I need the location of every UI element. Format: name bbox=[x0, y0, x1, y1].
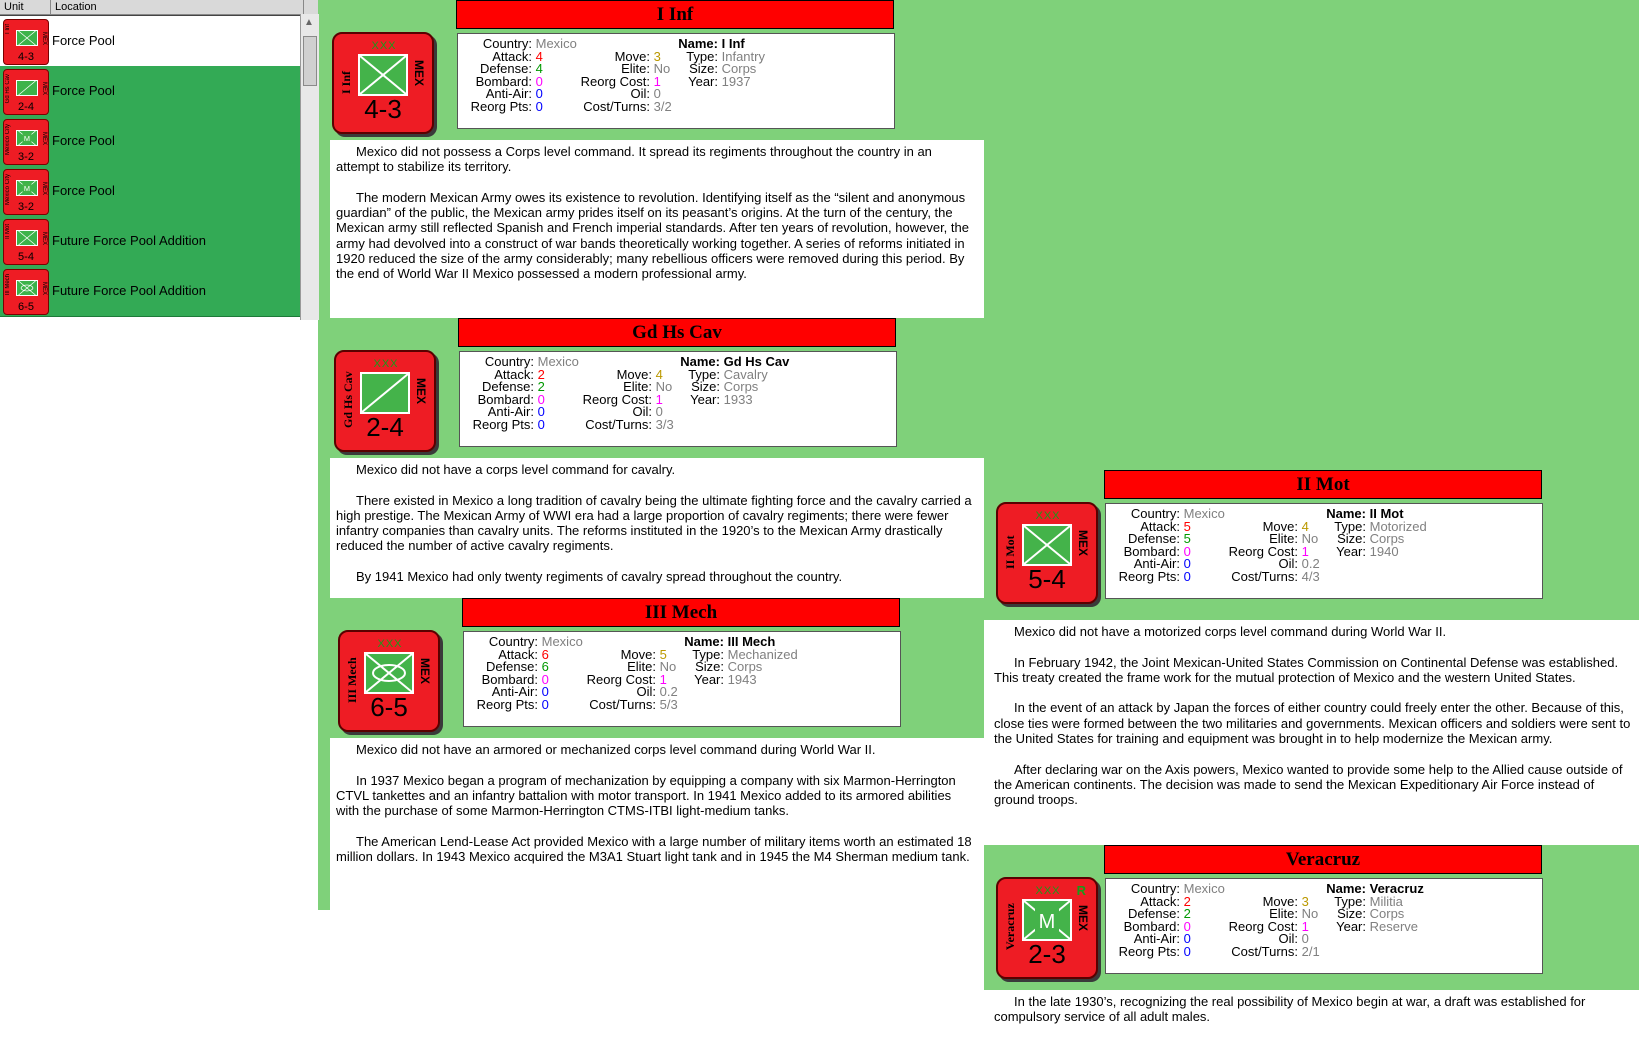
stat-value-elite: No bbox=[1301, 906, 1319, 921]
stat-label: Anti-Air: bbox=[491, 684, 538, 699]
stat-label: Year: bbox=[688, 73, 718, 89]
unit-counter bbox=[338, 630, 440, 732]
unit-description bbox=[988, 620, 1639, 845]
unit-counter bbox=[334, 350, 436, 452]
stat-label: Reorg Cost: bbox=[580, 73, 650, 89]
stat-label: Elite: bbox=[1269, 906, 1298, 921]
stat-label: Elite: bbox=[1269, 531, 1298, 546]
unit-counter-thumbnail bbox=[3, 169, 49, 215]
unit-symbol-icon bbox=[360, 372, 410, 414]
unit-symbol-icon bbox=[364, 652, 414, 694]
list-scrollbar[interactable] bbox=[300, 14, 319, 320]
unit-symbol-icon bbox=[16, 180, 38, 196]
stat-label: Move: bbox=[614, 48, 650, 64]
unit-counter-thumbnail bbox=[3, 119, 49, 165]
stat-label: Type: bbox=[1334, 893, 1366, 909]
unit-title: I Inf bbox=[456, 0, 894, 29]
stat-label: Type: bbox=[688, 366, 720, 382]
thumbnail-nation-label: MEX bbox=[41, 82, 47, 96]
scroll-up-arrow-icon[interactable]: ▲ bbox=[304, 17, 314, 28]
stats-box bbox=[1105, 503, 1543, 599]
unit-title: Veracruz bbox=[1104, 845, 1542, 874]
stat-label: Defense: bbox=[485, 659, 538, 674]
stat-value-name: II Mot bbox=[1369, 506, 1404, 521]
unit-card-veracruz bbox=[984, 845, 1639, 990]
unit-list-row[interactable] bbox=[0, 166, 300, 217]
stat-value-country: Mexico bbox=[535, 36, 577, 51]
stat-label: Reorg Pts: bbox=[1118, 943, 1180, 959]
unit-symbol-icon bbox=[16, 80, 38, 96]
stat-value-reorg-cost: 1 bbox=[1301, 918, 1309, 934]
unit-title: Gd Hs Cav bbox=[458, 318, 896, 347]
stat-value-move: 3 bbox=[1301, 893, 1309, 909]
thumbnail-unit-name: I Inf bbox=[5, 24, 11, 35]
stat-label: Attack: bbox=[494, 366, 534, 382]
stat-label: Size: bbox=[695, 659, 724, 674]
stat-value-defense: 6 bbox=[541, 659, 549, 674]
stat-label: Attack: bbox=[492, 48, 532, 64]
stat-value-bombard: 0 bbox=[1183, 543, 1191, 559]
corps-size-marker: XXX bbox=[1035, 510, 1061, 522]
stat-label: Defense: bbox=[479, 61, 532, 76]
thumbnail-unit-value: 3-2 bbox=[18, 201, 34, 213]
unit-description bbox=[330, 140, 980, 292]
unit-location: Force Pool bbox=[52, 83, 115, 98]
stat-value-attack: 5 bbox=[1183, 518, 1191, 534]
stat-label: Elite: bbox=[627, 659, 656, 674]
stat-label: Oil: bbox=[630, 86, 650, 101]
unit-description bbox=[330, 458, 980, 598]
stat-value-oil: 0.2 bbox=[1301, 556, 1320, 571]
stat-value-bombard: 0 bbox=[537, 391, 545, 407]
stat-label: Elite: bbox=[621, 61, 650, 76]
unit-symbol-icon bbox=[1022, 524, 1072, 566]
corps-size-marker: XXX bbox=[371, 40, 397, 52]
stat-value-type: Militia bbox=[1369, 893, 1403, 909]
unit-location: Force Pool bbox=[52, 33, 115, 48]
stat-value-year: 1933 bbox=[723, 391, 753, 407]
stat-label: Country: bbox=[1130, 506, 1180, 521]
unit-description bbox=[330, 738, 980, 910]
unit-symbol-icon bbox=[1022, 899, 1072, 941]
corps-size-marker: XXX bbox=[1035, 885, 1061, 897]
stat-label: Reorg Pts: bbox=[476, 696, 538, 712]
stat-value-anti-air: 0 bbox=[1183, 931, 1191, 946]
column-header-unit[interactable]: Unit bbox=[0, 0, 51, 14]
counter-value: 4-3 bbox=[364, 94, 402, 124]
unit-list-row[interactable] bbox=[0, 216, 300, 267]
description-paragraph: By 1941 Mexico had only twenty regiments of cavalry spread throughout the country. bbox=[356, 569, 843, 585]
unit-symbol-icon bbox=[358, 54, 408, 96]
stat-label: Anti-Air: bbox=[1133, 931, 1180, 946]
description-paragraph: There existed in Mexico a long tradition of cavalry being the ultimate fighting force and the cavalry carried a high prestige. The Mexican Army of WWI era had a large proportion of cavalry regiments; there were fewer infantry companies than cavalry units. The reforms instituted in the 1920’s to the Mexican Army drastically reduced the number of active cavalry regiments. bbox=[336, 492, 972, 554]
unit-counter-thumbnail bbox=[3, 269, 49, 315]
stat-label: Country: bbox=[488, 634, 538, 649]
unit-card-ii-mot bbox=[984, 470, 1639, 620]
description-paragraph: Mexico did not have an armored or mechanized corps level command during World War II. bbox=[356, 742, 876, 757]
unit-counter bbox=[996, 502, 1098, 604]
stat-label: Cost/Turns: bbox=[583, 98, 650, 114]
scroll-thumb[interactable] bbox=[303, 36, 317, 86]
counter-unit-name: Gd Hs Cav bbox=[341, 371, 355, 429]
stat-label: Reorg Pts: bbox=[1118, 568, 1180, 584]
stat-value-attack: 4 bbox=[535, 48, 543, 64]
unit-symbol-icon bbox=[16, 230, 38, 246]
counter-value: 2-4 bbox=[366, 412, 404, 442]
stat-label: Name: bbox=[678, 36, 718, 51]
stat-value-cost-turns: 5/3 bbox=[659, 696, 678, 712]
stat-value-reorg-pts: 0 bbox=[537, 416, 545, 432]
thumbnail-nation-label: MEX bbox=[41, 282, 47, 296]
thumbnail-unit-value: 2-4 bbox=[18, 101, 34, 113]
stat-value-size: Corps bbox=[727, 659, 763, 674]
stat-value-elite: No bbox=[659, 659, 677, 674]
thumbnail-unit-name: II Mot bbox=[5, 224, 11, 240]
stat-value-reorg-pts: 0 bbox=[1183, 568, 1191, 584]
unit-list bbox=[0, 0, 318, 320]
stat-value-country: Mexico bbox=[1183, 506, 1225, 521]
stat-value-elite: No bbox=[655, 379, 673, 394]
unit-card-iii-mech bbox=[326, 598, 984, 738]
stat-label: Defense: bbox=[1127, 906, 1180, 921]
thumbnail-nation-label: MEX bbox=[41, 232, 47, 246]
svg-text:M: M bbox=[23, 133, 31, 143]
stat-value-name: Gd Hs Cav bbox=[723, 354, 790, 369]
stat-label: Attack: bbox=[1140, 893, 1180, 909]
stat-label: Reorg Cost: bbox=[1228, 543, 1298, 559]
stat-value-oil: 0 bbox=[1301, 931, 1309, 946]
counter-unit-name: II Mot bbox=[1003, 535, 1017, 569]
svg-text:M: M bbox=[23, 183, 31, 193]
stats-box bbox=[459, 351, 897, 447]
description-paragraph: In 1937 Mexico began a program of mechanization by equipping a company with six Marmon-Herrington CTVL tankettes and an infantry battalion with motor transport. In 1941 Mexico added to its armored abilities with the purchase of some Marmon-Herrington CTMS-ITBI light-medium tanks. bbox=[336, 772, 956, 819]
stat-value-reorg-cost: 1 bbox=[1301, 543, 1309, 559]
stat-value-size: Corps bbox=[723, 379, 759, 394]
stat-label: Name: bbox=[684, 634, 724, 649]
unit-counter-thumbnail bbox=[3, 19, 49, 65]
stat-label: Size: bbox=[1337, 906, 1366, 921]
counter-value: 5-4 bbox=[1028, 564, 1066, 594]
stat-value-elite: No bbox=[653, 61, 671, 76]
thumbnail-nation-label: MEX bbox=[41, 132, 47, 146]
counter-unit-name: I Inf bbox=[339, 70, 353, 94]
stat-value-move: 3 bbox=[653, 48, 661, 64]
counter-unit-name: III Mech bbox=[345, 657, 359, 703]
svg-text:M: M bbox=[1038, 911, 1056, 933]
stat-label: Name: bbox=[1326, 881, 1366, 896]
thumbnail-unit-value: 5-4 bbox=[18, 251, 34, 263]
stat-label: Attack: bbox=[1140, 518, 1180, 534]
stat-value-reorg-cost: 1 bbox=[653, 73, 661, 89]
stat-value-defense: 2 bbox=[537, 379, 545, 394]
description-paragraph: In the late 1930’s, recognizing the real possibility of Mexico begin at war, a draft was established for compulsory service of all adult males. bbox=[994, 994, 1586, 1025]
stat-value-country: Mexico bbox=[541, 634, 583, 649]
stat-value-type: Infantry bbox=[721, 48, 765, 64]
stat-value-size: Corps bbox=[721, 61, 757, 76]
unit-location: Future Force Pool Addition bbox=[52, 283, 206, 298]
stat-label: Reorg Cost: bbox=[586, 671, 656, 687]
stat-value-reorg-cost: 1 bbox=[655, 391, 663, 407]
stat-value-elite: No bbox=[1301, 531, 1319, 546]
stat-value-attack: 6 bbox=[541, 646, 549, 662]
unit-symbol-icon bbox=[16, 130, 38, 146]
stat-value-year: 1937 bbox=[721, 73, 751, 89]
thumbnail-unit-name: Mexico City bbox=[5, 174, 11, 206]
stat-label: Year: bbox=[1336, 918, 1366, 934]
stat-label: Oil: bbox=[1278, 556, 1298, 571]
stat-value-attack: 2 bbox=[1183, 893, 1191, 909]
stat-value-type: Mechanized bbox=[727, 646, 798, 662]
stat-value-year: Reserve bbox=[1369, 918, 1419, 934]
stat-label: Cost/Turns: bbox=[585, 416, 652, 432]
stat-label: Anti-Air: bbox=[1133, 556, 1180, 571]
stat-label: Year: bbox=[690, 391, 720, 407]
stat-value-reorg-pts: 0 bbox=[541, 696, 549, 712]
stat-value-name: III Mech bbox=[727, 634, 776, 649]
stat-value-size: Corps bbox=[1369, 906, 1405, 921]
stat-label: Move: bbox=[620, 646, 656, 662]
counter-value: 2-3 bbox=[1028, 939, 1066, 969]
stat-label: Type: bbox=[1334, 518, 1366, 534]
unit-list-row[interactable] bbox=[0, 66, 300, 117]
stat-label: Anti-Air: bbox=[485, 86, 532, 101]
corps-size-marker: XXX bbox=[373, 358, 399, 370]
description-paragraph: In the event of an attack by Japan the forces of either country could freely enter the other. Because of this, close ties were formed between the two militaries and governments. Mexican officers and soldiers were sent to the United States for training and equipment was brought in to help modernize the Mexican army. bbox=[994, 700, 1631, 747]
stat-label: Year: bbox=[1336, 543, 1366, 559]
stat-value-year: 1940 bbox=[1369, 543, 1399, 559]
unit-counter-thumbnail bbox=[3, 69, 49, 115]
unit-location: Force Pool bbox=[52, 133, 115, 148]
stat-value-oil: 0 bbox=[655, 404, 663, 419]
counter-nation-label: MEX bbox=[1076, 530, 1090, 557]
unit-location: Future Force Pool Addition bbox=[52, 233, 206, 248]
thumbnail-nation-label: MEX bbox=[41, 32, 47, 46]
stat-value-anti-air: 0 bbox=[537, 404, 545, 419]
stat-value-type: Cavalry bbox=[723, 366, 768, 382]
counter-nation-label: MEX bbox=[414, 378, 428, 405]
counter-nation-label: MEX bbox=[412, 60, 426, 87]
stat-value-anti-air: 0 bbox=[535, 86, 543, 101]
thumbnail-unit-name: Mexico City bbox=[5, 124, 11, 156]
unit-card-i-inf bbox=[320, 0, 984, 140]
reserve-marker: R bbox=[1076, 883, 1086, 898]
stat-label: Bombard: bbox=[1123, 543, 1180, 559]
stat-label: Oil: bbox=[632, 404, 652, 419]
stat-value-country: Mexico bbox=[1183, 881, 1225, 896]
stat-label: Attack: bbox=[498, 646, 538, 662]
unit-counter bbox=[996, 877, 1098, 979]
stat-label: Bombard: bbox=[477, 391, 534, 407]
stat-value-anti-air: 0 bbox=[1183, 556, 1191, 571]
description-paragraph: Mexico did not have a corps level command for cavalry. bbox=[356, 462, 676, 477]
stat-label: Name: bbox=[680, 354, 720, 369]
stat-label: Reorg Pts: bbox=[472, 416, 534, 432]
description-paragraph: The modern Mexican Army owes its existence to revolution. Identifying itself as the “silent and anonymous guardian” of the public, the Mexican army prides itself on its peasant’s origins. At the turn of the century, the Mexican army still reflected Spanish and French imperial standards. After ten years of revolution, however, the army had devolved into a construct of war bands theoretically working together. A series of reforms initiated in 1920 reduced the size of the army considerably; many rebellious officers were removed during this period. By the end of World War II Mexico possessed a modern professional army. bbox=[336, 189, 969, 282]
stat-value-cost-turns: 3/2 bbox=[653, 98, 672, 114]
unit-list-row[interactable] bbox=[0, 266, 300, 317]
stat-value-move: 4 bbox=[1301, 518, 1309, 534]
list-header bbox=[0, 0, 318, 15]
stat-label: Move: bbox=[616, 366, 652, 382]
unit-title: II Mot bbox=[1104, 470, 1542, 499]
description-paragraph: Mexico did not have a motorized corps level command during World War II. bbox=[1014, 624, 1447, 639]
corps-size-marker: XXX bbox=[377, 638, 403, 650]
thumbnail-nation-label: MEX bbox=[41, 182, 47, 196]
stat-label: Reorg Pts: bbox=[470, 98, 532, 114]
stat-value-defense: 2 bbox=[1183, 906, 1191, 921]
stat-value-anti-air: 0 bbox=[541, 684, 549, 699]
unit-title: III Mech bbox=[462, 598, 900, 627]
stat-label: Reorg Cost: bbox=[582, 391, 652, 407]
description-paragraph: After declaring war on the Axis powers, Mexico wanted to provide some help to the Allied cause outside of the American continents. The decision was made to send the Mexican Expeditionary Air Force instead of ground troops. bbox=[994, 761, 1623, 808]
stat-label: Defense: bbox=[481, 379, 534, 394]
stat-label: Defense: bbox=[1127, 531, 1180, 546]
stats-box bbox=[463, 631, 901, 727]
stat-label: Name: bbox=[1326, 506, 1366, 521]
stat-label: Bombard: bbox=[481, 671, 538, 687]
thumbnail-unit-name: Gd Hs Cav bbox=[5, 74, 11, 104]
stat-value-cost-turns: 3/3 bbox=[655, 416, 674, 432]
description-paragraph: The American Lend-Lease Act provided Mexico with a large number of military items worth an estimated 18 million dollars. In 1943 Mexico acquired the M3A1 Stuart light tank and in 1945 the M4 Sherman medium tank. bbox=[336, 833, 972, 865]
stat-value-name: Veracruz bbox=[1369, 881, 1424, 896]
unit-list-row[interactable] bbox=[0, 116, 300, 167]
counter-value: 6-5 bbox=[370, 692, 408, 722]
stat-label: Size: bbox=[1337, 531, 1366, 546]
description-paragraph: In February 1942, the Joint Mexican-United States Commission on Continental Defense was established. This treaty created the frame work for the mutual protection of Mexico and the western United States. bbox=[994, 654, 1619, 685]
stat-value-cost-turns: 4/3 bbox=[1301, 568, 1320, 584]
stat-value-bombard: 0 bbox=[535, 73, 543, 89]
panel-mexico-city bbox=[984, 0, 1639, 470]
stat-label: Oil: bbox=[1278, 931, 1298, 946]
thumbnail-unit-name: III Mech bbox=[5, 274, 11, 296]
stats-box bbox=[1105, 878, 1543, 974]
stat-value-defense: 5 bbox=[1183, 531, 1191, 546]
stat-label: Move: bbox=[1262, 518, 1298, 534]
unit-counter bbox=[332, 32, 434, 134]
description-paragraph: Mexico did not possess a Corps level command. It spread its regiments throughout the country in an attempt to stabilize its territory. bbox=[336, 144, 932, 175]
thumbnail-unit-value: 4-3 bbox=[18, 51, 34, 63]
stat-value-type: Motorized bbox=[1369, 518, 1427, 534]
stat-label: Year: bbox=[694, 671, 724, 687]
stat-value-oil: 0 bbox=[653, 86, 661, 101]
unit-symbol-icon bbox=[16, 30, 38, 46]
column-header-location[interactable]: Location bbox=[51, 0, 304, 14]
unit-description bbox=[988, 990, 1639, 1048]
counter-nation-label: MEX bbox=[418, 658, 432, 685]
stat-value-year: 1943 bbox=[727, 671, 757, 687]
stat-label: Bombard: bbox=[475, 73, 532, 89]
stat-value-move: 5 bbox=[659, 646, 667, 662]
stat-label: Bombard: bbox=[1123, 918, 1180, 934]
thumbnail-unit-value: 3-2 bbox=[18, 151, 34, 163]
stat-value-oil: 0.2 bbox=[659, 684, 678, 699]
stat-label: Elite: bbox=[623, 379, 652, 394]
stat-label: Type: bbox=[692, 646, 724, 662]
stat-value-reorg-pts: 0 bbox=[535, 98, 543, 114]
counter-unit-name: Veracruz bbox=[1003, 903, 1017, 951]
counter-nation-label: MEX bbox=[1076, 905, 1090, 932]
unit-location: Force Pool bbox=[52, 183, 115, 198]
stat-value-bombard: 0 bbox=[541, 671, 549, 687]
unit-list-row[interactable] bbox=[0, 16, 300, 67]
stat-value-size: Corps bbox=[1369, 531, 1405, 546]
stat-value-reorg-pts: 0 bbox=[1183, 943, 1191, 959]
stat-label: Cost/Turns: bbox=[589, 696, 656, 712]
stat-label: Size: bbox=[691, 379, 720, 394]
stat-label: Anti-Air: bbox=[487, 404, 534, 419]
unit-card-gd-hs-cav bbox=[322, 318, 984, 458]
stat-label: Country: bbox=[484, 354, 534, 369]
stat-label: Move: bbox=[1262, 893, 1298, 909]
unit-symbol-icon bbox=[16, 280, 38, 296]
unit-counter-thumbnail bbox=[3, 219, 49, 265]
stat-label: Cost/Turns: bbox=[1231, 568, 1298, 584]
stat-value-bombard: 0 bbox=[1183, 918, 1191, 934]
stat-label: Size: bbox=[689, 61, 718, 76]
stat-value-name: I Inf bbox=[721, 36, 745, 51]
thumbnail-unit-value: 6-5 bbox=[18, 301, 34, 313]
stat-label: Type: bbox=[686, 48, 718, 64]
stat-label: Cost/Turns: bbox=[1231, 943, 1298, 959]
stat-value-move: 4 bbox=[655, 366, 663, 382]
stats-box bbox=[457, 33, 895, 129]
stat-label: Reorg Cost: bbox=[1228, 918, 1298, 934]
stat-value-defense: 4 bbox=[535, 61, 543, 76]
stat-label: Oil: bbox=[636, 684, 656, 699]
stat-value-attack: 2 bbox=[537, 366, 545, 382]
stat-label: Country: bbox=[482, 36, 532, 51]
stat-value-reorg-cost: 1 bbox=[659, 671, 667, 687]
stat-value-country: Mexico bbox=[537, 354, 579, 369]
stat-label: Country: bbox=[1130, 881, 1180, 896]
stat-value-cost-turns: 2/1 bbox=[1301, 943, 1320, 959]
